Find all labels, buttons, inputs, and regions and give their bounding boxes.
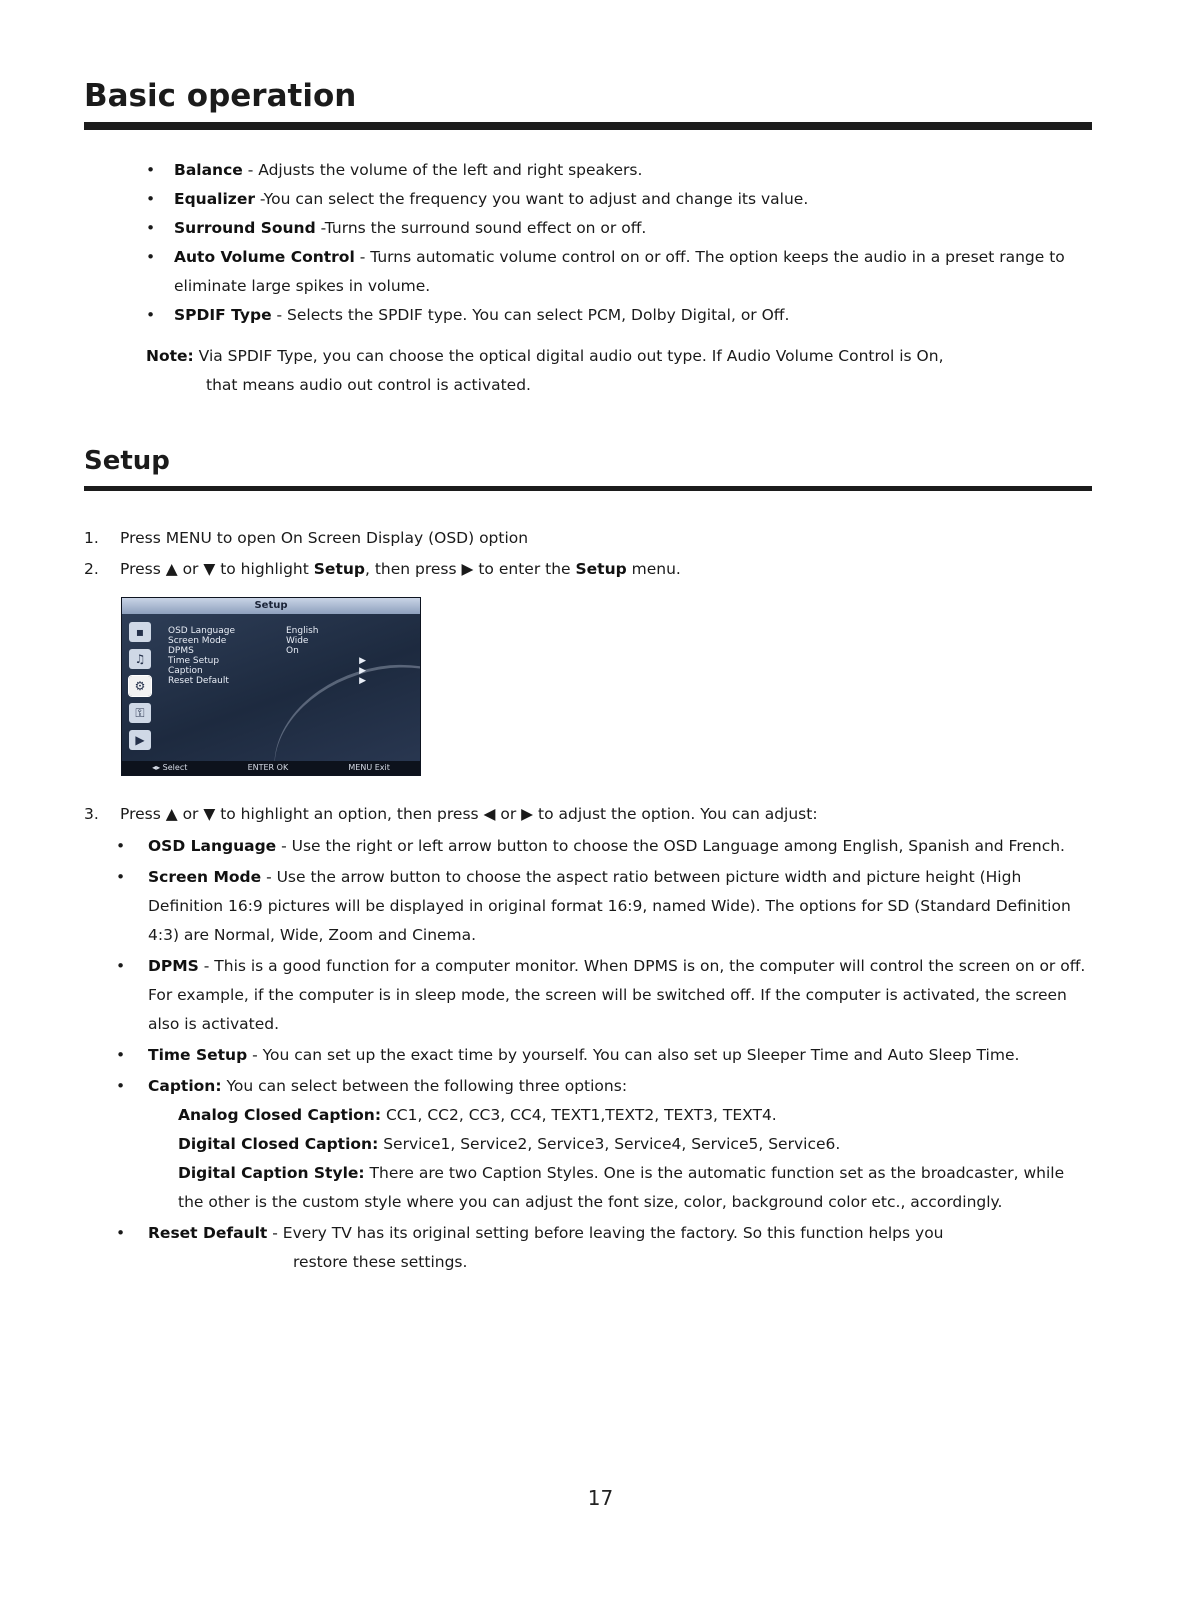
osd-row-arrow — [356, 626, 366, 636]
osd-row-value: On — [286, 646, 299, 656]
step-1 — [84, 524, 1084, 553]
osd-footer — [122, 761, 420, 775]
osd-row — [168, 656, 368, 666]
osd-row-label: OSD Language — [168, 626, 236, 636]
osd-row-arrow: ▶ — [359, 666, 366, 676]
osd-row-label: Time Setup — [168, 656, 220, 666]
item-sep: - — [254, 190, 264, 208]
list-item — [146, 214, 1076, 243]
osd-footer-select: ◂▸ Select — [152, 763, 188, 772]
osd-row — [168, 636, 368, 646]
note-line2: that means audio out control is activated. — [206, 376, 531, 394]
osd-footer-menu: MENU Exit — [348, 763, 390, 772]
item-text: You can select the frequency you want to adjust and change its value. — [263, 190, 809, 208]
item-text: Selects the SPDIF type. You can select PCM, Dolby Digital, or Off. — [287, 306, 790, 324]
option-text: - Use the right or left arrow button to choose the OSD Language among English, Spanish and French. — [276, 837, 1065, 855]
option-text: - This is a good function for a computer monitor. When DPMS is on, the computer will control the screen on or off. For example, if the computer is in sleep mode, the screen will be switched off. If the computer is activated, the screen also is activated. — [148, 957, 1086, 1033]
list-item — [146, 185, 1076, 214]
list-item — [146, 301, 1076, 330]
setup-icon: ⚙ — [129, 676, 151, 696]
list-item — [116, 952, 1086, 1039]
osd-menu-rows — [168, 626, 368, 686]
osd-row-arrow — [356, 636, 366, 646]
item-sep: - — [354, 248, 371, 266]
page-number: 17 — [587, 1486, 614, 1510]
note-label: Note: — [146, 347, 194, 365]
section-title-setup: Setup — [84, 446, 170, 476]
option-term: OSD Language — [148, 837, 277, 855]
section-title-basic-operation: Basic operation — [84, 78, 357, 114]
channel-icon: ▶ — [129, 730, 151, 750]
osd-row-label: DPMS — [168, 646, 194, 656]
caption-digital-term: Digital Closed Caption: — [178, 1135, 379, 1153]
step-text-mid: , then press ▶ to enter the — [364, 560, 576, 578]
osd-row-value — [286, 666, 356, 676]
note — [146, 342, 1076, 400]
osd-row-arrow: ▶ — [359, 656, 366, 666]
osd-row-value: English — [286, 626, 319, 636]
list-item — [116, 1219, 1086, 1277]
osd-row — [168, 646, 368, 656]
osd-row-label: Screen Mode — [168, 636, 227, 646]
osd-row-value: Wide — [286, 636, 309, 646]
title-rule — [84, 486, 1092, 491]
step-text: Press ▲ or ▼ to highlight an option, then press ◀ or ▶ to adjust the option. You can adjust: — [120, 805, 818, 823]
option-text: - You can set up the exact time by yourself. You can also set up Sleeper Time and Auto Sleep Time. — [247, 1046, 1020, 1064]
list-item — [116, 832, 1086, 861]
osd-row-arrow — [356, 646, 366, 656]
item-term: Surround Sound — [174, 219, 316, 237]
caption-style — [148, 1159, 1086, 1217]
item-term: Equalizer — [174, 190, 255, 208]
caption-digital-text: Service1, Service2, Service3, Service4, Service5, Service6. — [378, 1135, 841, 1153]
item-sep: - — [315, 219, 325, 237]
caption-analog — [148, 1101, 1086, 1130]
option-term: Reset Default — [148, 1224, 268, 1242]
title-rule — [84, 122, 1092, 130]
option-text-cont: restore these settings. — [293, 1253, 468, 1271]
note-line1: Via SPDIF Type, you can choose the optical digital audio out type. If Audio Volume Control is On, — [193, 347, 944, 365]
option-text: You can select between the following three options: — [221, 1077, 628, 1095]
list-item — [116, 1072, 1086, 1217]
osd-row-value — [286, 676, 356, 686]
item-term: Auto Volume Control — [174, 248, 355, 266]
item-sep: - — [242, 161, 259, 179]
lock-icon: ⚿ — [129, 703, 151, 723]
option-term: Screen Mode — [148, 868, 262, 886]
osd-title: Setup — [122, 598, 420, 614]
list-item — [146, 243, 1076, 301]
osd-icon-column — [129, 622, 155, 757]
osd-footer-enter: ENTER OK — [247, 763, 289, 772]
step-bold: Setup — [313, 560, 365, 578]
step-text-post: menu. — [626, 560, 681, 578]
option-term: Caption: — [148, 1077, 222, 1095]
option-sep: - — [267, 1224, 283, 1242]
item-sep: - — [271, 306, 288, 324]
item-term: Balance — [174, 161, 243, 179]
list-item — [146, 156, 1076, 185]
osd-row-label: Reset Default — [168, 676, 229, 686]
osd-row-label: Caption — [168, 666, 203, 676]
step-number: 1. — [84, 529, 99, 547]
option-text: Every TV has its original setting before leaving the factory. So this function helps you — [282, 1224, 944, 1242]
step-text: Press MENU to open On Screen Display (OSD) option — [120, 529, 529, 547]
osd-setup-menu-screenshot — [121, 597, 421, 776]
osd-row-arrow: ▶ — [359, 676, 366, 686]
option-term: DPMS — [148, 957, 199, 975]
osd-row — [168, 666, 368, 676]
step-bold: Setup — [575, 560, 627, 578]
step-3 — [84, 800, 1084, 829]
caption-analog-text: CC1, CC2, CC3, CC4, TEXT1,TEXT2, TEXT3, TEXT4. — [381, 1106, 777, 1124]
step-number: 2. — [84, 560, 99, 578]
list-item — [116, 1041, 1086, 1070]
step-number: 3. — [84, 805, 99, 823]
osd-row — [168, 626, 368, 636]
picture-icon: ▪ — [129, 622, 151, 642]
step-text-pre: Press ▲ or ▼ to highlight — [120, 560, 314, 578]
item-text: Adjusts the volume of the left and right speakers. — [258, 161, 643, 179]
option-text: - Use the arrow button to choose the aspect ratio between picture width and picture height (High Definition 16:9 pictures will be displayed in original format 16:9, named Wide). The options for SD (Standard Definition 4:3) are Normal, Wide, Zoom and Cinema. — [148, 868, 1071, 944]
step-2 — [84, 555, 1084, 584]
option-term: Time Setup — [148, 1046, 248, 1064]
osd-row — [168, 676, 368, 686]
audio-icon: ♫ — [129, 649, 151, 669]
basic-operation-list — [146, 156, 1076, 330]
caption-digital — [148, 1130, 1086, 1159]
caption-style-term: Digital Caption Style: — [178, 1164, 365, 1182]
caption-style-text: There are two Caption Styles. One is the automatic function set as the broadcaster, while the other is the custom style where you can adjust the font size, color, background color etc., accordingly. — [178, 1164, 1065, 1211]
item-text: Turns the surround sound effect on or off. — [324, 219, 647, 237]
item-text: Turns automatic volume control on or off. The option keeps the audio in a preset range to eliminate large spikes in volume. — [174, 248, 1065, 295]
list-item — [116, 863, 1086, 950]
setup-options-list — [116, 832, 1086, 1279]
item-term: SPDIF Type — [174, 306, 272, 324]
caption-analog-term: Analog Closed Caption: — [178, 1106, 382, 1124]
osd-row-value — [286, 656, 356, 666]
